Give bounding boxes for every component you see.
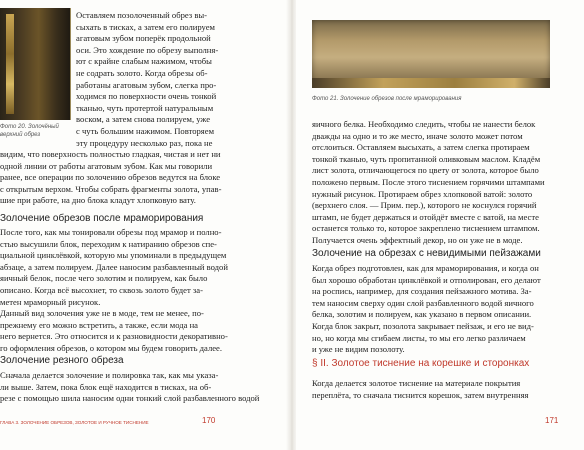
text-line: на роспись, например, для создания пейзажного мотива. За- [312, 286, 532, 297]
text-line: дважды на одно и то же место, иначе золото может потом [312, 130, 523, 141]
text-line: (верхнего слоя. — Прим. пер.), которого не коснулся горячий [312, 200, 537, 211]
text-line: циальной цинклёвкой, которую мы упоминали в предыдущем [0, 250, 227, 261]
text-line: Получается очень эффектный декор, но он уже не в моде. [312, 234, 523, 245]
paragraph-egg-white [312, 119, 574, 247]
text-line: агатовым зубом поперёк продольной [76, 33, 211, 44]
text-line: положено первым. После этого тиснением горячими штампами [312, 176, 545, 187]
gilded-edge-strip [312, 78, 550, 88]
text-line: сыхать в тисках, а затем его полируем [76, 21, 215, 32]
text-line: шие при работе, на дно блока кладут хлопковую вату. [0, 195, 196, 206]
text-line: ли выше. Затем, пока блок ещё находится в тисках, на об- [0, 381, 212, 392]
text-line: останется только то, которое закреплено тиснением штампом. [312, 223, 540, 234]
text-line: и уже не видим позолоту. [312, 344, 405, 355]
heading-carved-edge: Золочение резного обреза [0, 355, 124, 366]
marbled-gilding-photo [312, 20, 550, 88]
text-line: прежнему его можно встретить, а также, если мода на [0, 319, 199, 330]
right-page [296, 0, 584, 450]
text-line: с чуть большим нажимом. Повторяем [76, 125, 215, 136]
figure-caption-20 [0, 123, 74, 139]
text-line: эту процедуру несколько раз, пока не [76, 137, 213, 148]
text-line: тонкой тканью, чуть пропитанной оливковым маслом. Кладём [312, 153, 541, 164]
text-line: переплёта, то сначала тиснится корешок, затем внутренняя [312, 389, 529, 400]
paragraph-invisible-landscapes [312, 263, 574, 356]
caption-line: Фото 20. Золочёный [0, 124, 59, 130]
text-line: ходимся по поверхности очень тонкой [76, 91, 217, 102]
text-line: абзаце, а затем полируем. Далее наносим разбавленный водой [0, 261, 228, 272]
text-line: После того, как мы тонировали обрезы под мрамор и полно- [0, 227, 222, 237]
text-line: работаны агатовым зубом, слегка про- [76, 79, 217, 90]
text-line: резе с помощью шила наносим одни тонкий слой разбавленного водой [0, 393, 260, 404]
text-line: ют с крайне слабым нажимом, чтобы [76, 56, 212, 67]
text-line: белка, золотим и полируем, как указано в первом описании. [312, 309, 532, 320]
text-line: яичный белок, после чего золотим и полируем, как было [0, 273, 208, 284]
text-line: Данный вид золочения уже не в моде, тем не менее, по- [0, 308, 204, 319]
text-line: не содрать золото. Когда обрезы об- [76, 67, 208, 78]
paragraph-gilding-drying-cont [0, 149, 278, 207]
paragraph-gilding-drying [76, 10, 278, 149]
page-number-left: 170 [202, 416, 216, 425]
text-line: яичного белка. Необходимо следить, чтобы не нанести белок [312, 119, 536, 129]
gilded-spine-image [6, 14, 14, 114]
text-line: нужный рисунок. Протираем обрез хлопковой ватой: золото [312, 188, 533, 199]
text-line: метен мраморный рисунок. [0, 296, 101, 307]
left-page [0, 0, 288, 450]
gilded-edge-photo [0, 8, 71, 120]
heading-marbled-gilding: Золочение обрезов после мраморирования [0, 213, 204, 224]
text-line: Когда делается золотое тиснение на материале покрытия [312, 378, 521, 388]
text-line: описано. Когда всё высохнет, то сквозь золото будет за- [0, 284, 203, 295]
text-line: тканью, чуть протертой натуральным [76, 102, 214, 113]
heading-spine-tooling: § II. Золотое тиснение на корешке и сторонках [312, 358, 530, 369]
paragraph-marbled-gilding [0, 227, 278, 355]
text-line: Оставляем позолоченный обрез вы- [76, 10, 208, 20]
text-line: Когда блок закрыт, позолота закрывает пейзаж, и его не вид- [312, 320, 534, 331]
paragraph-spine-tooling [312, 378, 574, 401]
figure-caption-21: Фото 21. Золочение обрезов после мраморирования [312, 96, 462, 102]
text-line: был хорошо обработан цинклёвкой и отполирован, его делают [312, 274, 541, 285]
text-line: штамп, не будет держаться и отойдёт вместе с ватой, на месте [312, 211, 539, 222]
text-line: отслоиться. Оставляем высыхать, а затем слегка протираем [312, 142, 530, 153]
paragraph-carved-edge [0, 370, 278, 405]
text-line: стью высушили блок, переходим к натиранию обрезов спе- [0, 238, 217, 249]
text-line: лист золота, отличающегося по цвету от золота, которое было [312, 165, 539, 176]
text-line: него вернется. Это относится и к разновидности декоративно- [0, 331, 228, 342]
heading-invisible-landscapes: Золочение на обрезах с невидимыми пейзажами [312, 248, 541, 259]
text-line: ранее, все операции по золочению обрезов ведутся на блоке [0, 172, 221, 183]
text-line: с открытым верхом. Чтобы собрать фрагменты золота, упав- [0, 183, 222, 194]
text-line: го оформления обрезов, о котором мы будем говорить далее. [0, 342, 223, 353]
text-line: одной линии от работы агатовым зубом. Как мы говорили [0, 160, 213, 171]
text-line: оси. Это хождение по обрезу выполня- [76, 44, 219, 55]
text-line: Сначала делается золочение и полировка так, как мы указа- [0, 370, 219, 380]
text-line: Когда обрез подготовлен, как для мраморирования, и когда он [312, 263, 539, 273]
page-number-right: 171 [545, 416, 559, 425]
text-line: тем наносим сверху один слой разбавленного водой яичного [312, 297, 534, 308]
text-line: видим, что поверхность полностью гладкая, чистая и нет ни [0, 149, 221, 159]
text-line: но, но когда мы сгибаем листы, то мы его легко различаем [312, 332, 526, 343]
running-footer: ГЛАВА 3. ЗОЛОЧЕНИЕ ОБРЕЗОВ, ЗОЛОТОЕ И РУЧНОЕ ТИСНЕНИЕ [0, 420, 149, 425]
caption-line: верхний обрез [0, 132, 41, 138]
text-line: воском, а затем снова полируем, уже [76, 114, 211, 125]
